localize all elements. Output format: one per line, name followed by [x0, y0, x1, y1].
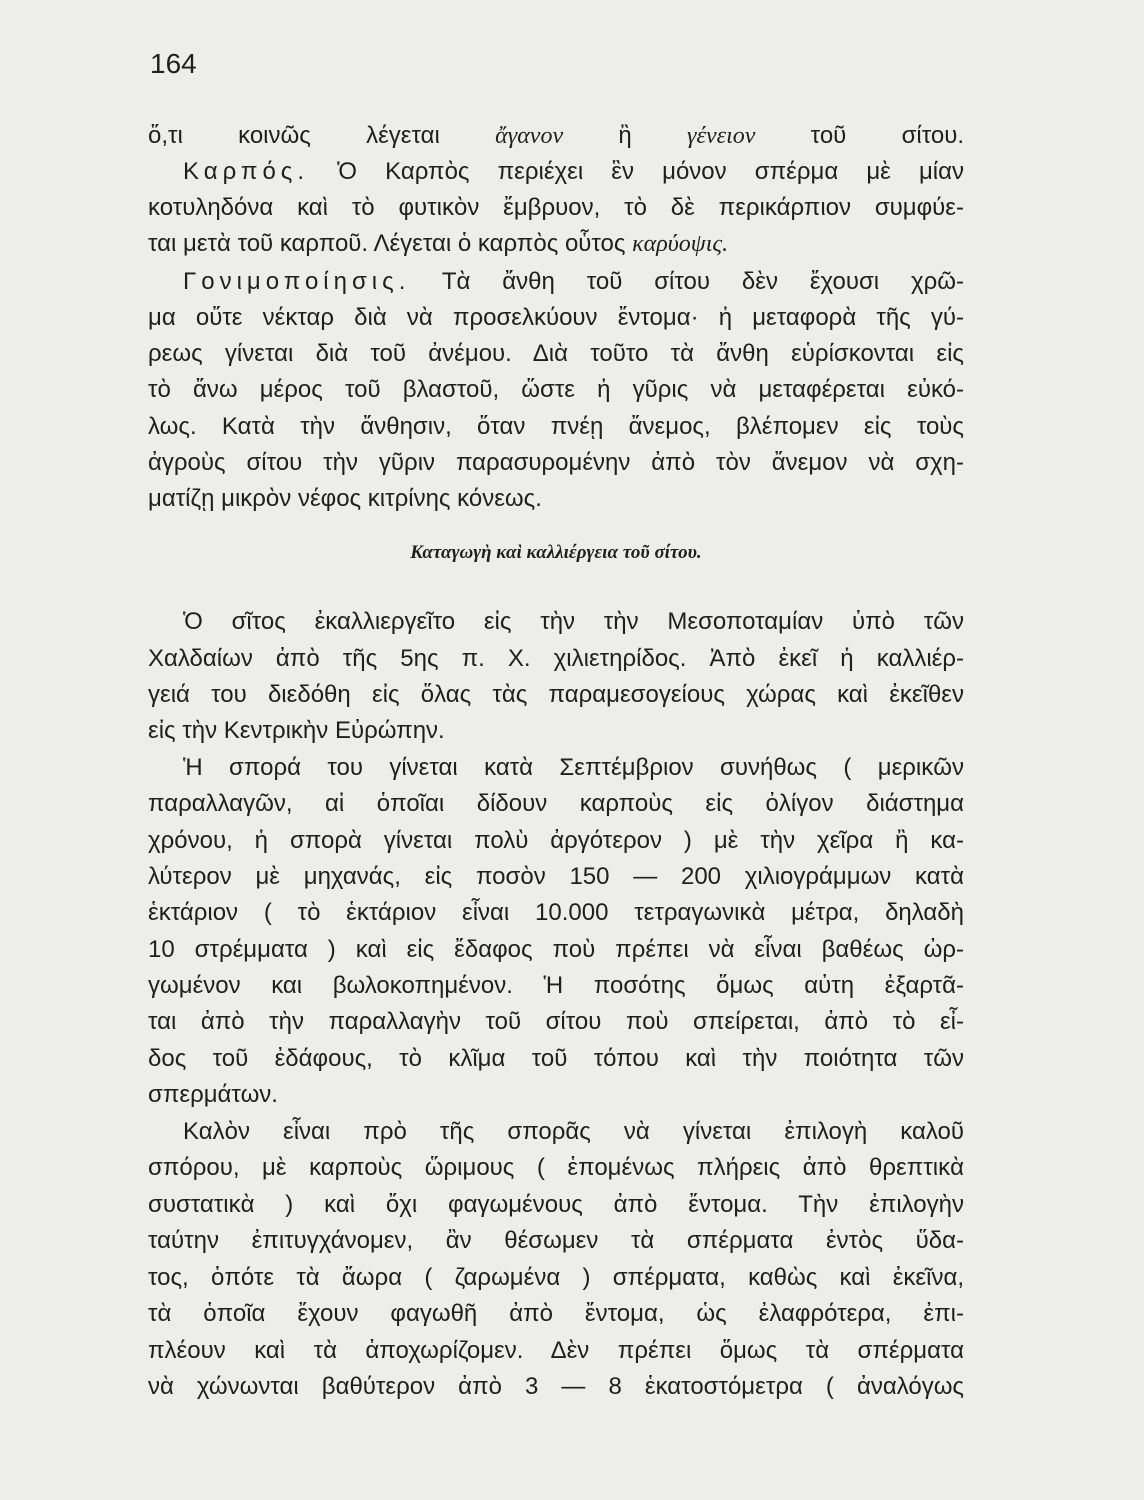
- text-line: Ὁ σῖτος ἐκαλλιεργεῖτο εἰς τὴν τὴν Μεσοποταμίαν ὑπὸ τῶν: [183, 608, 964, 635]
- text-line: ματίζῃ μικρὸν νέφος κιτρίνης κόνεως.: [148, 485, 542, 512]
- text-line: ται μετὰ τοῦ καρποῦ. Λέγεται ὁ καρπὸς οὗτος καρύοψις.: [148, 230, 729, 257]
- term-aganon: ἄγανον: [495, 123, 564, 149]
- section-term-karpos: Καρπός.: [183, 158, 310, 185]
- text-line: ὅ,τι κοινῶς λέγεται ἄγανον ἢ γένειον τοῦ σίτου.: [148, 122, 964, 149]
- term-geneion: γένειον: [687, 123, 756, 149]
- text-line: ἑκτάριον ( τὸ ἑκτάριον εἶναι 10.000 τετραγωνικὰ μέτρα, δηλαδὴ: [148, 899, 964, 926]
- text-line: σπερμάτων.: [148, 1081, 278, 1108]
- text-line: τὰ ὁποῖα ἔχουν φαγωθῆ ἀπὸ ἔντομα, ὡς ἐλαφρότερα, ἐπι-: [148, 1300, 964, 1327]
- text-line: τος, ὁπότε τὰ ἄωρα ( ζαρωμένα ) σπέρματα, καθὼς καὶ ἐκεῖνα,: [148, 1264, 964, 1291]
- text-line: Καλὸν εἶναι πρὸ τῆς σπορᾶς νὰ γίνεται ἐπιλογὴ καλοῦ: [183, 1118, 964, 1145]
- text-line: πλέουν καὶ τὰ ἀποχωρίζομεν. Δὲν πρέπει ὅμως τὰ σπέρματα: [148, 1337, 964, 1364]
- text-line: δος τοῦ ἐδάφους, τὸ κλῖμα τοῦ τόπου καὶ τὴν ποιότητα τῶν: [148, 1045, 964, 1072]
- text-line: νὰ χώνωνται βαθύτερον ἀπὸ 3 — 8 ἑκατοστόμετρα ( ἀναλόγως: [148, 1373, 964, 1400]
- text-line: ταύτην ἐπιτυγχάνομεν, ἂν θέσωμεν τὰ σπέρματα ἐντὸς ὕδα-: [148, 1227, 964, 1254]
- text-line: ἀγροὺς σίτου τὴν γῦριν παρασυρομένην ἀπὸ τὸν ἄνεμον νὰ σχη-: [148, 449, 964, 476]
- section-term-gonimopoiesis: Γονιμοποίησις.: [183, 268, 411, 295]
- page-number: 164: [150, 48, 197, 79]
- term-karyopsis: καρύοψις.: [632, 231, 729, 257]
- text-line: λύτερον μὲ μηχανάς, εἰς ποσὸν 150 — 200 χιλιογράμμων κατὰ: [148, 863, 964, 890]
- text-line: μα οὔτε νέκταρ διὰ νὰ προσελκύουν ἔντομα· ἡ μεταφορὰ τῆς γύ-: [148, 304, 964, 331]
- text-line: 10 στρέμματα ) καὶ εἰς ἔδαφος ποὺ πρέπει νὰ εἶναι βαθέως ὠρ-: [148, 936, 964, 963]
- text-line: τὸ ἄνω μέρος τοῦ βλαστοῦ, ὥστε ἡ γῦρις νὰ μεταφέρεται εὐκό-: [148, 376, 964, 403]
- text-line: γωμένον και βωλοκοπημένον. Ἡ ποσότης ὅμως αὐτη ἐξαρτᾶ-: [148, 972, 964, 999]
- text-line: Χαλδαίων ἀπὸ τῆς 5ης π. Χ. χιλιετηρίδος. Ἀπὸ ἐκεῖ ἡ καλλιέρ-: [148, 645, 964, 672]
- text-line: Καρπός. Ὁ Καρπὸς περιέχει ἓν μόνον σπέρμα μὲ μίαν: [183, 158, 964, 185]
- text-line: ρεως γίνεται διὰ τοῦ ἀνέμου. Διὰ τοῦτο τὰ ἄνθη εὑρίσκονται εἰς: [148, 340, 964, 367]
- text-line: εἰς τὴν Κεντρικὴν Εὐρώπην.: [148, 717, 445, 744]
- text-line: κοτυληδόνα καὶ τὸ φυτικὸν ἔμβρυον, τὸ δὲ περικάρπιον συμφύε-: [148, 194, 964, 221]
- text-line: λως. Κατὰ τὴν ἄνθησιν, ὅταν πνέῃ ἄνεμος, βλέπομεν εἰς τοὺς: [148, 413, 964, 440]
- text-line: σπόρου, μὲ καρποὺς ὥριμους ( ἑπομένως πλήρεις ἀπὸ θρεπτικὰ: [148, 1154, 964, 1181]
- text-line: παραλλαγῶν, αἱ ὁποῖαι δίδουν καρποὺς εἰς ὀλίγον διάστημα: [148, 790, 964, 817]
- section-heading: Καταγωγὴ καὶ καλλιέργεια τοῦ σίτου.: [410, 542, 702, 563]
- text-line: γειά του διεδόθη εἰς ὅλας τὰς παραμεσογείους χώρας καὶ ἐκεῖθεν: [148, 681, 964, 708]
- text-line: Γονιμοποίησις. Τὰ ἄνθη τοῦ σίτου δὲν ἔχουσι χρῶ-: [183, 268, 964, 295]
- text-line: ται ἀπὸ τὴν παραλλαγὴν τοῦ σίτου ποὺ σπείρεται, ἀπὸ τὸ εἶ-: [148, 1008, 964, 1035]
- text-line: χρόνου, ἡ σπορὰ γίνεται πολὺ ἀργότερον ) μὲ τὴν χεῖρα ἢ κα-: [148, 827, 964, 854]
- text-line: Ἡ σπορά του γίνεται κατὰ Σεπτέμβριον συνήθως ( μερικῶν: [183, 754, 964, 781]
- text-line: συστατικὰ ) καὶ ὄχι φαγωμένους ἀπὸ ἔντομα. Τὴν ἐπιλογὴν: [148, 1191, 964, 1218]
